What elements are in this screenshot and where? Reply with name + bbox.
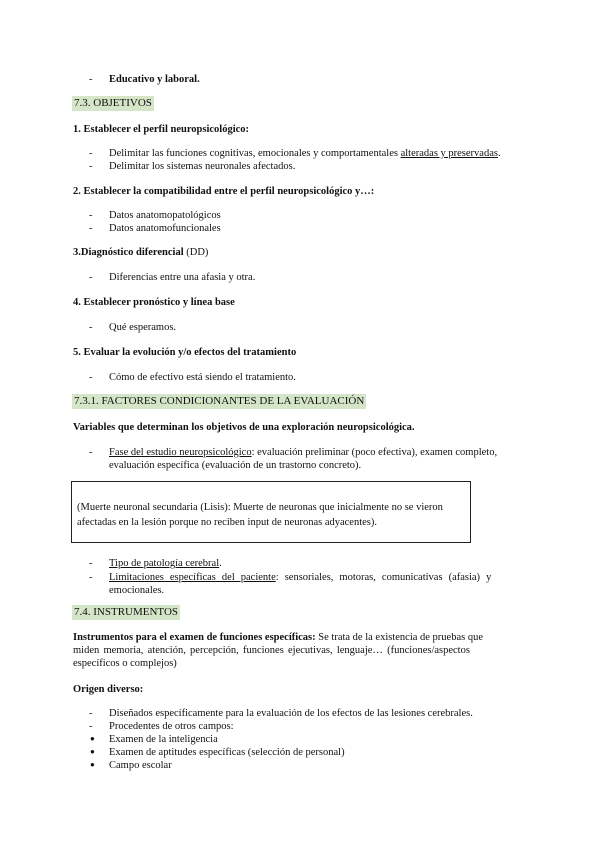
bullet-item xyxy=(90,746,490,759)
underlined-term: Tipo de patología cerebral xyxy=(109,558,220,569)
dash-marker: - xyxy=(89,721,93,732)
list-item-text: Limitaciones específicas del paciente: sensoriales, motoras, comunicativas (afasia) y xyxy=(109,572,492,583)
dash-marker: - xyxy=(89,372,93,383)
dash-marker: - xyxy=(89,572,93,583)
objective-5-title: 5. Evaluar la evolución y/o efectos del tratamiento xyxy=(73,347,297,358)
list-item-text: Datos anatomopatológicos xyxy=(109,210,221,221)
section-heading-factores: 7.3.1. FACTORES CONDICIONANTES DE LA EVALUACIÓN xyxy=(74,395,365,407)
list-item-text: Procedentes de otros campos: xyxy=(109,721,234,732)
dash-marker: - xyxy=(89,322,93,333)
note-line: afectadas en la lesión porque no reciben input de neuronas adyacentes). xyxy=(77,517,377,528)
list-item-text: Educativo y laboral. xyxy=(109,74,200,85)
underlined-term: Limitaciones específicas del paciente xyxy=(109,572,276,583)
objective-3-title: 3.Diagnóstico diferencial (DD) xyxy=(73,247,209,258)
list-item-text: Delimitar los sistemas neuronales afectados. xyxy=(109,161,296,172)
note-line: (Muerte neuronal secundaria (Lisis): Muerte de neuronas que inicialmente no se vieron xyxy=(77,502,443,513)
list-item-text: Diferencias entre una afasia y otra. xyxy=(109,272,256,283)
dash-marker: - xyxy=(89,223,93,234)
dash-marker: - xyxy=(89,708,93,719)
list-item-text: Cómo de efectivo está siendo el tratamiento. xyxy=(109,372,296,383)
instrumentos-paragraph-line: Instrumentos para el examen de funciones específicas: Se trata de la existencia de pruebas que xyxy=(73,632,483,643)
variables-title: Variables que determinan los objetivos de una exploración neuropsicológica. xyxy=(73,422,415,433)
bullet-item-text: Examen de la inteligencia xyxy=(109,734,218,745)
list-item-text: Fase del estudio neuropsicológico: evaluación preliminar (poco efectiva), examen completo, xyxy=(109,447,498,458)
list-item-continuation: evaluación específica (evaluación de un trastorno concreto). xyxy=(109,460,362,471)
list-item-text: Tipo de patología cerebral. xyxy=(109,558,222,569)
dash-marker: - xyxy=(89,447,93,458)
dash-marker: - xyxy=(89,210,93,221)
dash-marker: - xyxy=(89,148,93,159)
section-heading-instrumentos: 7.4. INSTRUMENTOS xyxy=(74,606,179,618)
objective-4-title: 4. Establecer pronóstico y línea base xyxy=(73,297,235,308)
objective-2-title: 2. Establecer la compatibilidad entre el perfil neuropsicológico y…: xyxy=(73,186,375,197)
section-heading-objetivos: 7.3. OBJETIVOS xyxy=(74,97,152,109)
objective-1-title: 1. Establecer el perfil neuropsicológico: xyxy=(73,124,250,135)
instrumentos-paragraph-line: miden memoria, atención, percepción, funciones ejecutivas, lenguaje… (funciones/aspectos xyxy=(73,645,470,656)
list-item-text: Datos anatomofuncionales xyxy=(109,223,221,234)
dash-marker: - xyxy=(89,74,93,85)
bullet-icon: ● xyxy=(90,747,95,756)
list-item-text: Delimitar las funciones cognitivas, emocionales y comportamentales alteradas y preservadas. xyxy=(109,148,501,159)
list-item-text: Diseñados específicamente para la evaluación de los efectos de las lesiones cerebrales. xyxy=(109,708,473,719)
dash-marker: - xyxy=(89,558,93,569)
list-item-continuation: emocionales. xyxy=(109,585,165,596)
underlined-term: Fase del estudio neuropsicológico xyxy=(109,447,252,458)
bullet-item xyxy=(90,733,490,746)
instrumentos-paragraph-line: específicos o complejos) xyxy=(73,658,177,669)
bullet-item xyxy=(90,759,490,772)
underlined-term: alteradas y preservadas xyxy=(400,148,498,159)
bullet-icon: ● xyxy=(90,734,95,743)
origen-title: Origen diverso: xyxy=(73,684,144,695)
dash-marker: - xyxy=(89,272,93,283)
dash-marker: - xyxy=(89,161,93,172)
note-box xyxy=(71,481,471,543)
bullet-item-text: Campo escolar xyxy=(109,760,172,771)
bullet-item-text: Examen de aptitudes específicas (selección de personal) xyxy=(109,747,345,758)
list-item-text: Qué esperamos. xyxy=(109,322,177,333)
bullet-icon: ● xyxy=(90,760,95,769)
